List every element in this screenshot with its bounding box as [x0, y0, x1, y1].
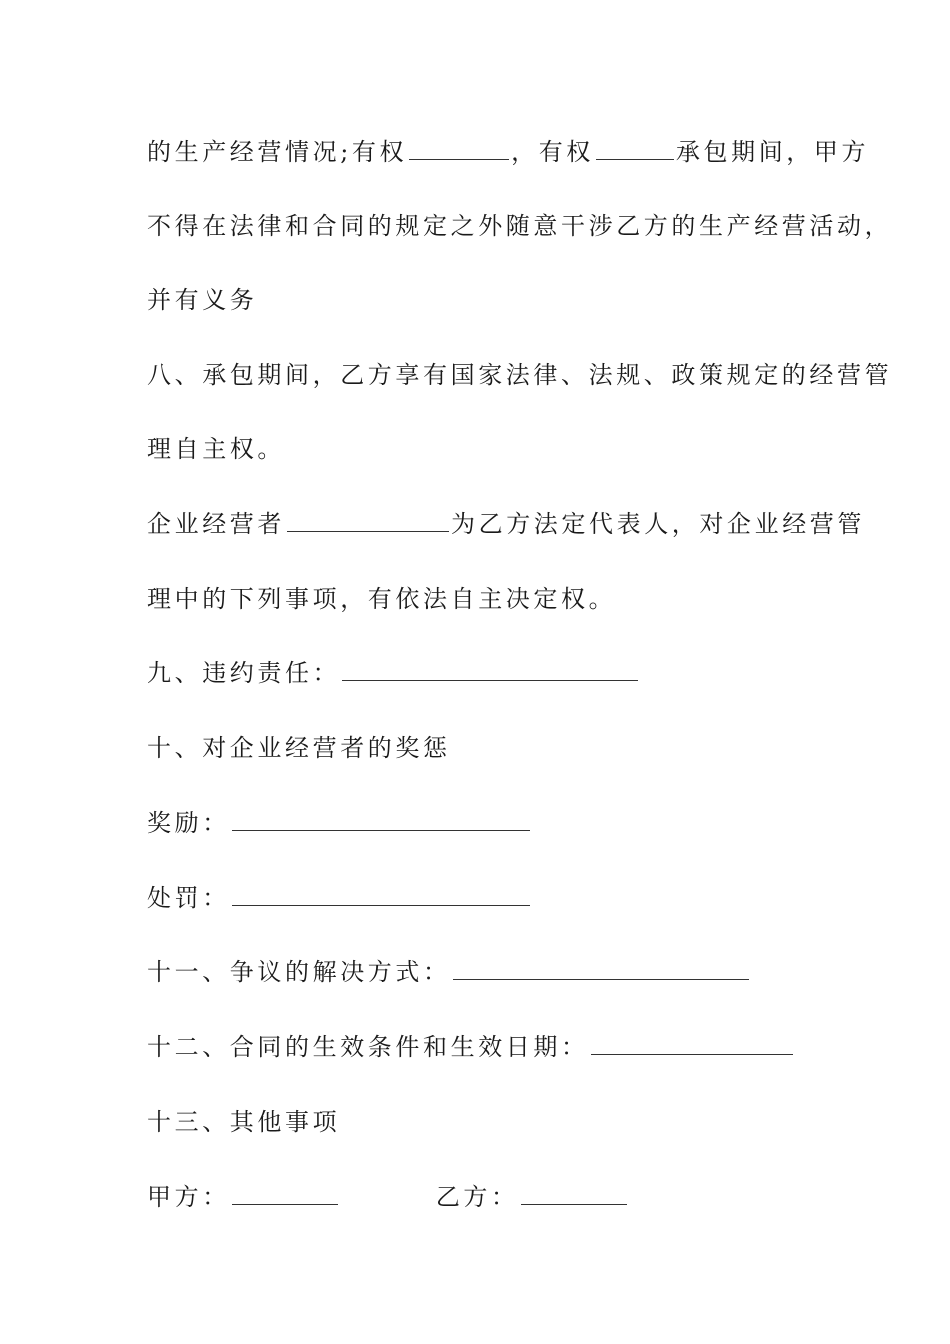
penalty-line: [147, 882, 532, 914]
text-line-7: [147, 583, 616, 615]
blank-field-party-a[interactable]: [232, 1182, 338, 1205]
clause-9-line: [147, 657, 640, 689]
blank-field-right-2[interactable]: [596, 137, 674, 160]
clause-13-line: [147, 1106, 340, 1138]
text-segment: 十一、争议的解决方式：: [147, 958, 451, 986]
blank-field-party-b[interactable]: [521, 1182, 627, 1205]
text-segment: 不得在法律和合同的规定之外随意干涉乙方的生产经营活动，: [147, 212, 893, 240]
text-segment: 并有义务: [147, 286, 258, 314]
clause-10-line: [147, 732, 451, 764]
text-segment: 十二、合同的生效条件和生效日期：: [147, 1033, 589, 1061]
text-segment: 承包期间，甲方: [675, 138, 870, 166]
blank-field-effective-date[interactable]: [591, 1032, 793, 1055]
blank-field-reward[interactable]: [232, 808, 530, 831]
reward-line: [147, 807, 532, 839]
party-a-label: 甲方：: [147, 1183, 230, 1211]
text-segment: ，有权: [511, 138, 594, 166]
signature-line: [147, 1181, 629, 1213]
text-segment: 理自主权。: [147, 435, 285, 463]
clause-11-line: [147, 956, 751, 988]
text-line-6: [147, 508, 865, 540]
blank-field-dispute-resolution[interactable]: [453, 957, 749, 980]
text-segment: 九、违约责任：: [147, 659, 341, 687]
text-segment: 八、承包期间，乙方享有国家法律、法规、政策规定的经营管: [147, 361, 893, 389]
text-line-1: [147, 136, 869, 168]
blank-field-penalty[interactable]: [232, 883, 530, 906]
text-segment: 十、对企业经营者的奖惩: [147, 734, 451, 762]
text-segment: 处罚：: [147, 884, 230, 912]
party-b-label: 乙方：: [435, 1183, 519, 1211]
blank-field-operator-name[interactable]: [287, 509, 449, 532]
text-segment: 企业经营者: [147, 510, 285, 538]
text-segment: 十三、其他事项: [147, 1108, 341, 1136]
blank-field-breach-liability[interactable]: [342, 658, 638, 681]
blank-field-right-1[interactable]: [409, 137, 509, 160]
clause-8-line: [147, 359, 892, 391]
text-line-2: [147, 210, 892, 242]
text-segment: 为乙方法定代表人，对企业经营管: [451, 510, 865, 538]
text-segment: 的生产经营情况;有权: [147, 138, 408, 166]
text-segment: 奖励：: [147, 809, 230, 837]
text-line-5: [147, 433, 285, 465]
text-line-3: [147, 284, 257, 316]
clause-12-line: [147, 1031, 795, 1063]
text-segment: 理中的下列事项，有依法自主决定权。: [147, 585, 617, 613]
